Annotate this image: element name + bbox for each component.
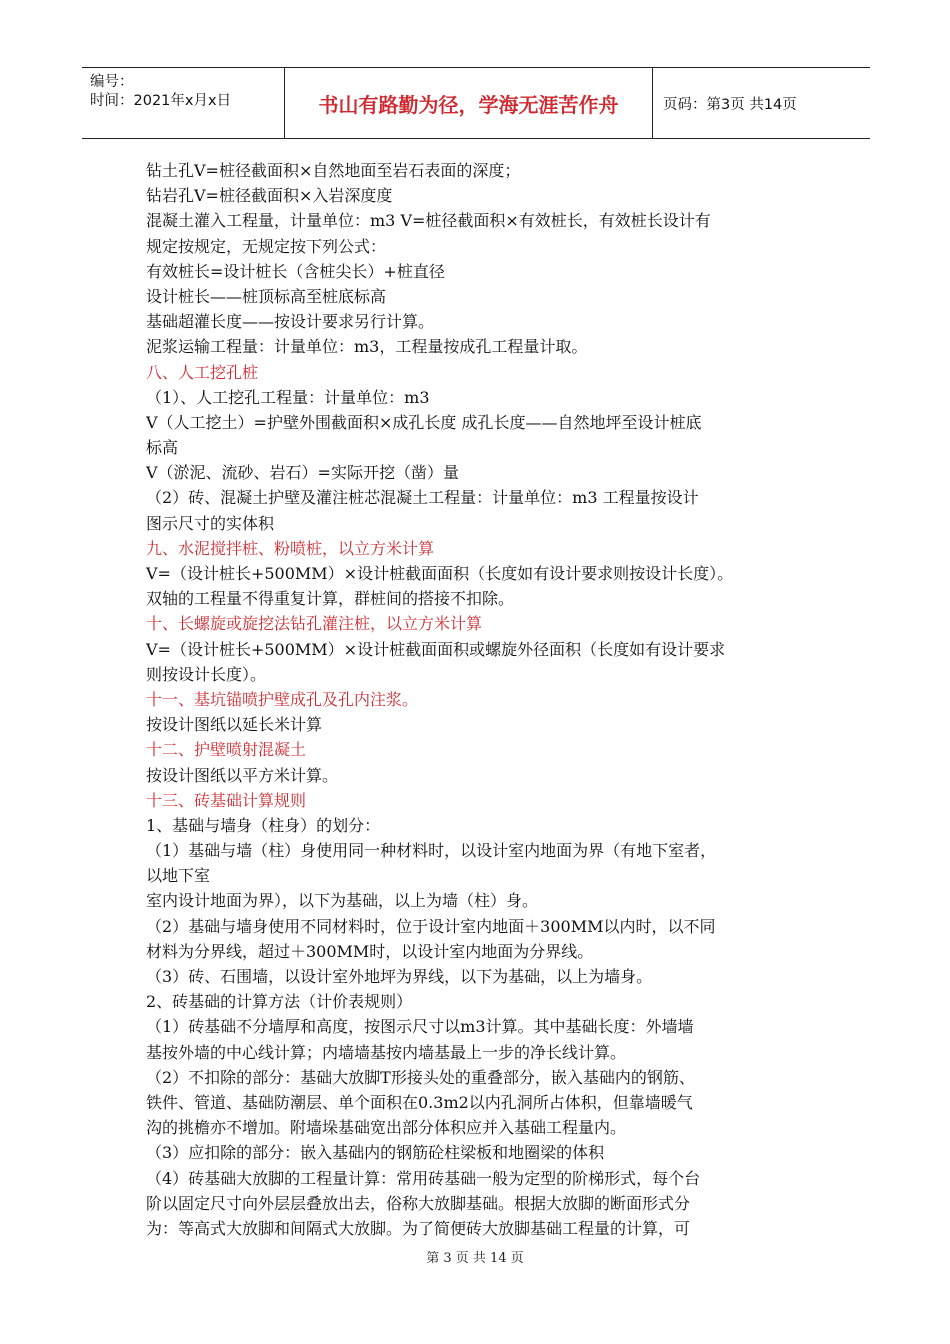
body-line: 混凝土灌入工程量，计量单位：m3 V=桩径截面积×有效桩长，有效桩长设计有 (146, 211, 711, 231)
page-footer: 第 3 页 共 14 页 (426, 1251, 524, 1266)
body-line: （1）基础与墙（柱）身使用同一种材料时，以设计室内地面为界（有地下室者， (146, 841, 717, 861)
section-heading: 十一、基坑锚喷护壁成孔及孔内注浆。 (146, 689, 419, 709)
body-line: 阶以固定尺寸向外层层叠放出去，俗称大放脚基础。根据大放脚的断面形式分 (146, 1193, 691, 1213)
section-heading: 十二、护壁喷射混凝土 (146, 740, 307, 760)
body-line: 为：等高式大放脚和间隔式大放脚。为了简便砖大放脚基础工程量的计算，可 (146, 1218, 691, 1238)
header-meta (82, 68, 285, 138)
section-heading: 十三、砖基础计算规则 (146, 790, 307, 810)
body-line: V（人工挖土）=护壁外围截面积×成孔长度 成孔长度——自然地坪至设计桩底 (146, 412, 702, 432)
body-line: 规定按规定，无规定按下列公式： (146, 236, 387, 256)
body-line: （1）砖基础不分墙厚和高度，按图示尺寸以m3计算。其中基础长度：外墙墙 (146, 1017, 694, 1037)
body-line: V=（设计桩长+500MM）×设计桩截面面积或螺旋外径面积（长度如有设计要求 (146, 639, 726, 659)
body-line: 1、基础与墙身（柱身）的划分： (146, 815, 381, 835)
header-page-number: 页码：第3页 共14页 (663, 96, 797, 113)
body-line: （3）应扣除的部分：嵌入基础内的钢筋砼柱梁板和地圈梁的体积 (146, 1143, 605, 1163)
section-heading: 十、长螺旋或旋挖法钻孔灌注桩，以立方米计算 (146, 614, 483, 634)
body-line: 有效桩长=设计桩长（含桩尖长）+桩直径 (146, 261, 445, 281)
body-line: 沟的挑檐亦不增加。附墙垛基础宽出部分体积应并入基础工程量内。 (146, 1118, 627, 1138)
document-date-label: 时间：2021年x月x日 (90, 93, 232, 109)
body-line: 钻岩孔V=桩径截面积×入岩深度度 (146, 186, 393, 206)
body-line: 标高 (146, 438, 179, 458)
body-line: 钻土孔V=桩径截面积×自然地面至岩石表面的深度； (146, 161, 521, 180)
body-line: 按设计图纸以延长米计算 (146, 715, 323, 735)
body-line: 基按外墙的中心线计算；内墙墙基按内墙基最上一步的净长线计算。 (146, 1042, 627, 1062)
header-motto: 书山有路勤为径，学海无涯苦作舟 (285, 68, 653, 138)
body-line: （2）砖、混凝土护壁及灌注桩芯混凝土工程量：计量单位：m3 工程量按设计 (146, 488, 699, 508)
body-line: 基础超灌长度——按设计要求另行计算。 (146, 312, 435, 332)
body-line: （1）、人工挖孔工程量：计量单位：m3 (146, 387, 430, 407)
body-line: 2、砖基础的计算方法（计价表规则） (146, 992, 413, 1012)
body-line: （3）砖、石围墙，以设计室外地坪为界线，以下为基础，以上为墙身。 (146, 967, 653, 986)
body-line: （2）不扣除的部分：基础大放脚T形接头处的重叠部分，嵌入基础内的钢筋、 (146, 1067, 695, 1087)
body-line: 双轴的工程量不得重复计算，群桩间的搭接不扣除。 (146, 589, 515, 609)
body-line: （4）砖基础大放脚的工程量计算：常用砖基础一般为定型的阶梯形式，每个台 (146, 1168, 701, 1188)
body-line: V=（设计桩长+500MM）×设计桩截面面积（长度如有设计要求则按设计长度）。 (146, 564, 734, 583)
document-body (146, 158, 816, 1241)
body-line: 泥浆运输工程量：计量单位：m3，工程量按成孔工程量计取。 (146, 337, 588, 357)
body-line: 设计桩长——桩顶标高至桩底标高 (146, 286, 387, 306)
section-heading: 九、水泥搅拌桩、粉喷桩，以立方米计算 (146, 538, 435, 558)
body-line: （2）基础与墙身使用不同材料时，位于设计室内地面＋300MM以内时，以不同 (146, 916, 716, 936)
body-line: 铁件、管道、基础防潮层、单个面积在0.3m2以内孔洞所占体积，但靠墙暖气 (146, 1092, 693, 1112)
body-line: 则按设计长度）。 (146, 664, 267, 684)
page-header (82, 67, 870, 139)
body-line: 材料为分界线，超过＋300MM时，以设计室内地面为分界线。 (146, 941, 594, 961)
document-number-label: 编号： (90, 74, 134, 90)
body-line: 按设计图纸以平方米计算。 (146, 765, 339, 785)
body-line: V（淤泥、流砂、岩石）=实际开挖（凿）量 (146, 463, 459, 483)
body-line: 图示尺寸的实体积 (146, 513, 275, 533)
section-heading: 八、人工挖孔桩 (146, 362, 259, 382)
body-line: 以地下室 (146, 866, 211, 886)
body-line: 室内设计地面为界），以下为基础，以上为墙（柱）身。 (146, 891, 539, 911)
